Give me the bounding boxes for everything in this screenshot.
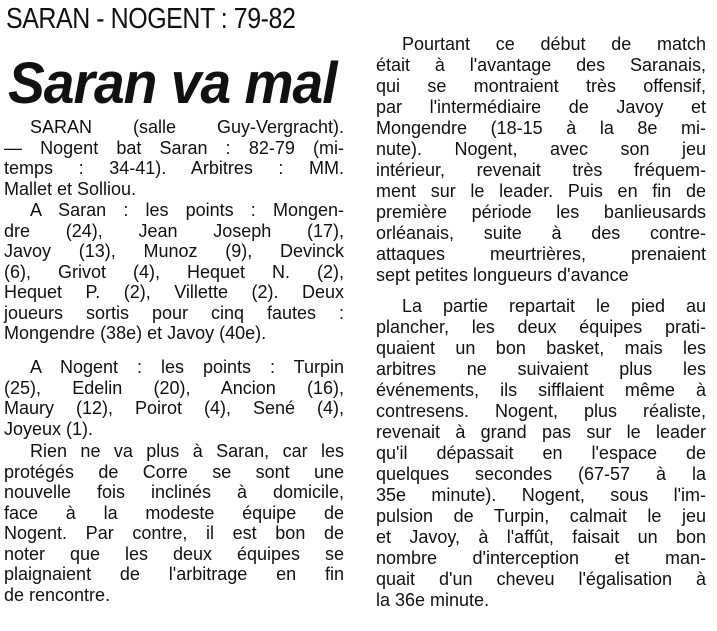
headline: Saran va mal — [8, 51, 337, 116]
intro-paragraph — [4, 441, 344, 605]
text-line: quait d'un cheveu l'égalisation à — [376, 569, 706, 589]
text-line: intérieur, revenait très fréquem- — [376, 160, 706, 180]
text-line: Mallet et Solliou. — [4, 178, 137, 199]
text-line: protégés de Corre se sont une — [4, 461, 344, 482]
text-line: (25), Edelin (20), Ancion (16), — [4, 377, 344, 398]
text-line: Mongendre (18-15 à la 8e mi- — [376, 118, 706, 138]
text-line: La partie repartait le pied au — [402, 296, 706, 316]
text-line: quelques secondes (67-57 à la — [376, 464, 706, 484]
text-line: revenait à grand pas sur le leader — [376, 422, 706, 442]
text-line: SARAN (salle Guy-Vergracht). — [30, 117, 344, 137]
text-line: nouvelle fois inclinés à domicile, — [4, 482, 344, 502]
text-line: (6), Grivot (4), Hequet N. (2), — [4, 261, 344, 282]
text-line: contresens. Nogent, plus réaliste, — [376, 401, 706, 421]
text-line: noter que les deux équipes se — [4, 543, 344, 564]
saran-points-paragraph — [4, 200, 344, 344]
text-line: quaient un bon basket, mais les — [376, 338, 706, 358]
match-info-paragraph — [4, 117, 344, 199]
text-line: nombre d'interception et man- — [376, 548, 706, 568]
nogent-points-paragraph — [4, 357, 344, 439]
second-half-paragraph — [376, 296, 706, 611]
text-line: sept petites longueurs d'avance — [376, 265, 629, 285]
score-kicker: SARAN - NOGENT : 79-82 — [6, 3, 296, 35]
text-line: joueurs sortis pour cinq fautes : — [4, 302, 344, 323]
text-line: A Nogent : les points : Turpin — [30, 357, 344, 377]
text-line: Joyeux (1). — [4, 418, 94, 439]
text-line: face à la modeste équipe de — [4, 502, 344, 523]
text-line: Mongendre (38e) et Javoy (40e). — [4, 323, 267, 343]
text-line: Pourtant ce début de match — [402, 34, 706, 54]
text-line: première période les banlieusards — [376, 202, 706, 222]
text-line: attaques meurtrières, prenaient — [376, 244, 706, 264]
text-line: — Nogent bat Saran : 82-79 (mi- — [4, 137, 344, 158]
text-line: qu'il dépassait en l'espace de — [376, 443, 706, 463]
text-line: de rencontre. — [4, 584, 111, 605]
text-line: Rien ne va plus à Saran, car les — [30, 441, 344, 461]
text-line: Hequet P. (2), Villette (2). Deux — [4, 282, 344, 302]
text-line: Nogent. Par contre, il est bon de — [4, 523, 344, 543]
text-line: pulsion de Turpin, calmait le jeu — [376, 506, 706, 526]
text-line: et Javoy, à l'affût, faisait un bon — [376, 527, 706, 547]
text-line: temps : 34-41). Arbitres : MM. — [4, 158, 344, 178]
text-line: la 36e minute. — [376, 590, 490, 610]
text-line: Maury (12), Poirot (4), Sené (4), — [4, 398, 344, 418]
text-line: A Saran : les points : Mongen- — [30, 200, 344, 220]
text-line: était à l'avantage des Saranais, — [376, 55, 706, 75]
text-line: orléanais, suite à des contre- — [376, 223, 706, 243]
text-line: par l'intermédiaire de Javoy et — [376, 97, 706, 117]
text-line: nute). Nogent, avec son jeu — [376, 139, 706, 159]
text-line: Javoy (13), Munoz (9), Devinck — [4, 241, 344, 261]
text-line: événements, ils sifflaient même à — [376, 380, 706, 400]
text-line: qui se montraient très offensif, — [376, 76, 706, 96]
text-line: plaignaient de l'arbitrage en fin — [4, 564, 344, 584]
text-line: plancher, les deux équipes prati- — [376, 317, 706, 337]
text-line: ment sur le leader. Puis en fin de — [376, 181, 706, 201]
text-line: 35e minute). Nogent, sous l'im- — [376, 485, 706, 505]
text-line: dre (24), Jean Joseph (17), — [4, 220, 344, 241]
first-half-paragraph — [376, 34, 706, 286]
text-line: arbitres ne suivaient plus les — [376, 359, 706, 379]
